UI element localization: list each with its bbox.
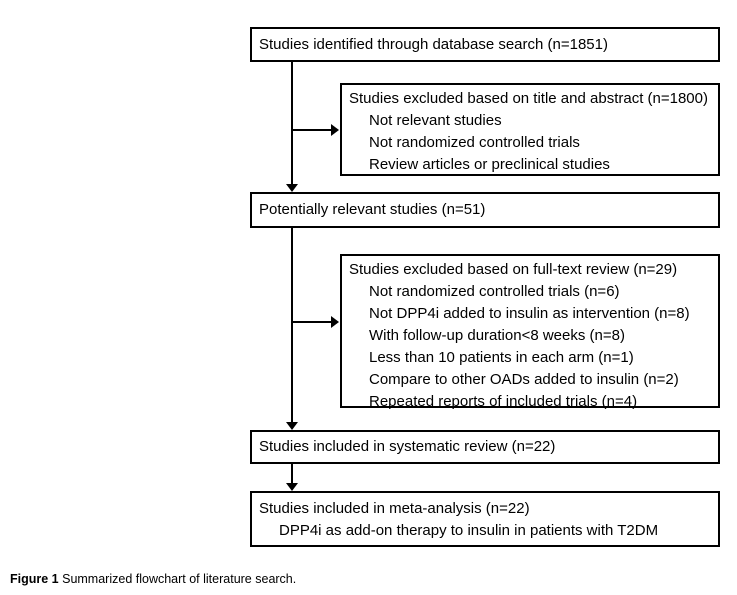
flow-box-potentially-relevant-title: Potentially relevant studies (n=51) bbox=[259, 201, 486, 218]
flow-box-excluded-full-text bbox=[340, 254, 720, 408]
flow-box-systematic-review-title: Studies included in systematic review (n=22) bbox=[259, 438, 556, 455]
arrow-branch-excluded-title-abstract bbox=[291, 124, 339, 136]
exclusion-reason: Not relevant studies bbox=[369, 112, 502, 129]
flow-box-potentially-relevant bbox=[250, 192, 720, 228]
flow-box-identified-title: Studies identified through database search (n=1851) bbox=[259, 35, 608, 53]
exclusion-reason: Not randomized controlled trials bbox=[369, 134, 580, 151]
exclusion-reason: With follow-up duration<8 weeks (n=8) bbox=[369, 327, 625, 344]
arrow-identified-to-potential bbox=[286, 61, 298, 192]
flow-box-identified bbox=[250, 27, 720, 62]
exclusion-reason: Compare to other OADs added to insulin (n=2) bbox=[369, 371, 679, 388]
exclusion-reason: Review articles or preclinical studies bbox=[369, 156, 610, 173]
flow-box-excluded-title-abstract-title: Studies excluded based on title and abstract (n=1800) bbox=[349, 90, 708, 107]
arrow-potential-to-systematic bbox=[286, 227, 298, 430]
exclusion-reason: Not randomized controlled trials (n=6) bbox=[369, 283, 620, 300]
exclusion-reason: Not DPP4i added to insulin as intervention (n=8) bbox=[369, 305, 690, 322]
figure-caption-text: Summarized flowchart of literature search. bbox=[62, 572, 297, 586]
figure-caption bbox=[10, 571, 296, 587]
figure-caption-label: Figure 1 bbox=[10, 572, 59, 586]
meta-analysis-subtitle: DPP4i as add-on therapy to insulin in patients with T2DM bbox=[279, 522, 659, 539]
exclusion-reason: Less than 10 patients in each arm (n=1) bbox=[369, 349, 634, 366]
exclusion-reason: Repeated reports of included trials (n=4) bbox=[369, 393, 638, 410]
arrow-systematic-to-meta bbox=[286, 463, 298, 491]
flow-box-excluded-title-abstract bbox=[340, 83, 720, 176]
flow-box-meta-analysis-title: Studies included in meta-analysis (n=22) bbox=[259, 500, 530, 517]
flow-box-systematic-review bbox=[250, 430, 720, 464]
flow-box-excluded-full-text-title: Studies excluded based on full-text review (n=29) bbox=[349, 261, 678, 278]
flow-box-meta-analysis bbox=[250, 491, 720, 547]
arrow-branch-excluded-full-text bbox=[291, 316, 339, 328]
